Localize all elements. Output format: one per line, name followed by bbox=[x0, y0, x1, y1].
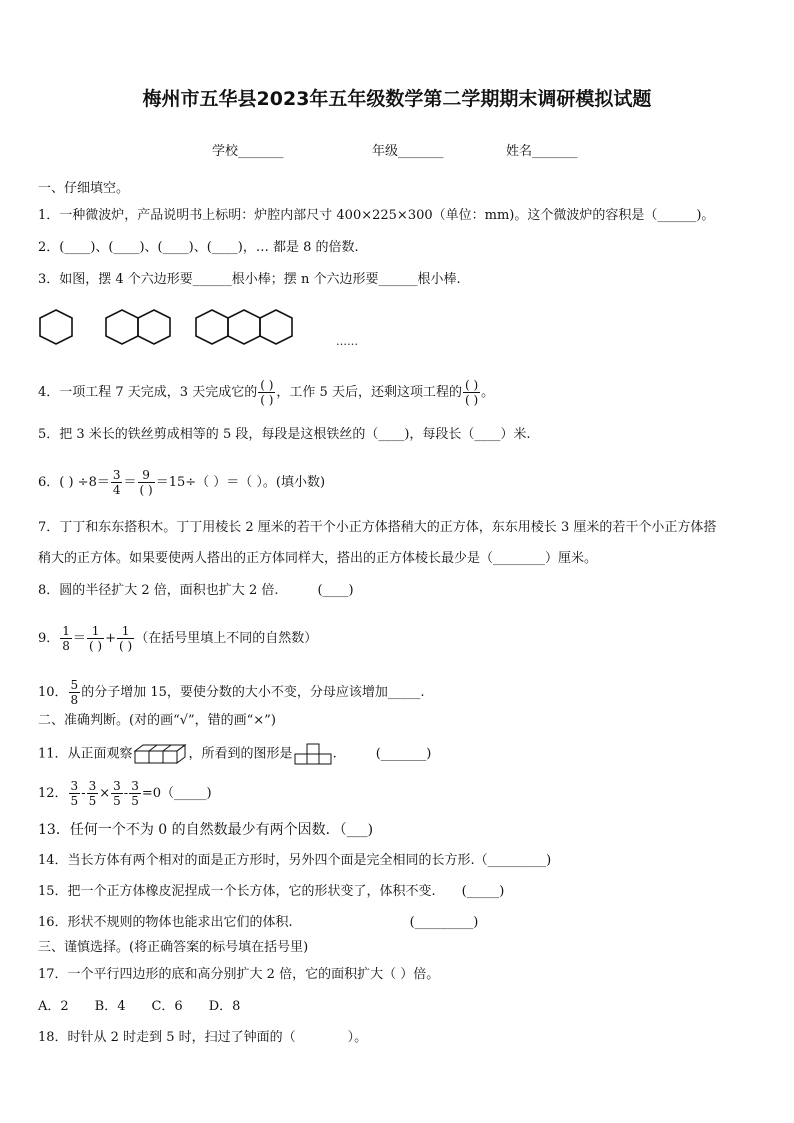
question-2: 2．(____)、(____)、(____)、(____)，… 都是 8 的倍数. bbox=[38, 240, 359, 255]
q4-fraction-2: $\frac{( )}{( )}$ bbox=[464, 378, 479, 407]
q4-text-b: ，工作 5 天后，还剩这项工程的 bbox=[276, 385, 462, 400]
question-15: 15．把一个正方体橡皮泥捏成一个长方体，它的形状变了，体积不变. (_____) bbox=[38, 884, 505, 899]
q4-fraction-1: $\frac{( )}{( )}$ bbox=[260, 378, 274, 407]
question-3: 3．如图，摆 4 个六边形要______根小棒；摆 n 个六边形要______根小棒. bbox=[38, 272, 461, 287]
question-1: 1．一种微波炉，产品说明书上标明：炉腔内部尺寸 400×225×300（单位：mm)。这个微波炉的容积是（______)。 bbox=[38, 208, 715, 223]
hexagon-3c bbox=[260, 310, 292, 344]
question-7-line-2: 稍大的正方体。如果要使两人搭出的正方体同样大，搭出的正方体棱长最少是（________）厘米。 bbox=[38, 551, 598, 566]
question-16: 16．形状不规则的物体也能求出它们的体积. (_________) bbox=[38, 915, 479, 930]
school-field[interactable]: 学校_______ bbox=[212, 144, 284, 159]
question-17: 17．一个平行四边形的底和高分别扩大 2 倍，它的面积扩大（ ）倍。 bbox=[38, 967, 440, 982]
question-7-line-1: 7．丁丁和东东搭积木。丁丁用棱长 2 厘米的若干个小正方体搭稍大的正方体，东东用棱长 3 厘米的若干个小正方体搭 bbox=[38, 520, 717, 535]
question-17-options: A．2 B．4 C．6 D．8 bbox=[38, 999, 241, 1014]
q9-fraction-1: $\frac{1}{8}$ bbox=[62, 624, 70, 653]
question-14: 14．当长方体有两个相对的面是正方形时，另外四个面是完全相同的长方形.（_________) bbox=[38, 853, 552, 868]
name-field[interactable]: 姓名_______ bbox=[506, 144, 578, 159]
hexagon-2a bbox=[106, 310, 138, 344]
front-view-figure bbox=[293, 742, 333, 766]
question-13: 13．任何一个不为 0 的自然数最少有两个因数．（___) bbox=[38, 822, 374, 838]
q9-fraction-2: $\frac{1}{( )}$ bbox=[88, 624, 103, 653]
hexagon-3a bbox=[196, 310, 228, 344]
question-12: 12． $\frac{3}{5}$ - $\frac{3}{5}$ × $\frac{3}{5}$ - $\frac{3}{5}$ =0（_____) bbox=[38, 779, 212, 808]
q4-text-a: 4．一项工程 7 天完成，3 天完成它的 bbox=[38, 385, 258, 400]
question-11: 11．从正面观察 ，所看到的图形是 . (_______) bbox=[38, 742, 431, 766]
section-2-heading: 二、准确判断。(对的画“√”，错的画“×”) bbox=[38, 713, 276, 728]
section-1-heading: 一、仔细填空。 bbox=[38, 181, 130, 196]
question-8: 8．圆的半径扩大 2 倍，面积也扩大 2 倍. (____) bbox=[38, 583, 354, 598]
q10-fraction: $\frac{5}{8}$ bbox=[70, 678, 79, 707]
question-10: 10． $\frac{5}{8}$ 的分子增加 15，要使分数的大小不变，分母应该增加_____. bbox=[38, 678, 425, 707]
question-4 bbox=[38, 378, 494, 407]
question-18: 18．时针从 2 时走到 5 时，扫过了钟面的（ ）。 bbox=[38, 1030, 368, 1045]
q4-text-c: 。 bbox=[481, 385, 495, 400]
page-title: 梅州市五华县2023年五年级数学第二学期期末调研模拟试题 bbox=[142, 88, 652, 110]
ellipsis: …… bbox=[336, 335, 358, 348]
q6-fraction-1: $\frac{3}{4}$ bbox=[112, 468, 121, 497]
hexagon-2b bbox=[138, 310, 170, 344]
q6-fraction-2: $\frac{9}{( )}$ bbox=[139, 468, 153, 497]
question-9: 9． $\frac{1}{8}$ ＝ $\frac{1}{( )}$ + $\frac{1}{( )}$ （在括号里填上不同的自然数） bbox=[38, 624, 318, 653]
grade-field[interactable]: 年级_______ bbox=[372, 144, 444, 159]
hexagon-1 bbox=[40, 310, 72, 344]
cube-stack-figure bbox=[133, 743, 189, 765]
q9-fraction-3: $\frac{1}{( )}$ bbox=[119, 624, 133, 653]
hexagon-3b bbox=[228, 310, 260, 344]
question-5: 5．把 3 米长的铁丝剪成相等的 5 段，每段是这根铁丝的（____)，每段长（____）米. bbox=[38, 427, 531, 442]
question-6: 6．( ) ÷8＝ $\frac{3}{4}$ ＝ $\frac{9}{( )}$ ＝15÷（ ）＝（ ）。(填小数) bbox=[38, 468, 326, 497]
hexagon-figures bbox=[36, 305, 336, 349]
section-3-heading: 三、谨慎选择。(将正确答案的标号填在括号里) bbox=[38, 940, 309, 955]
